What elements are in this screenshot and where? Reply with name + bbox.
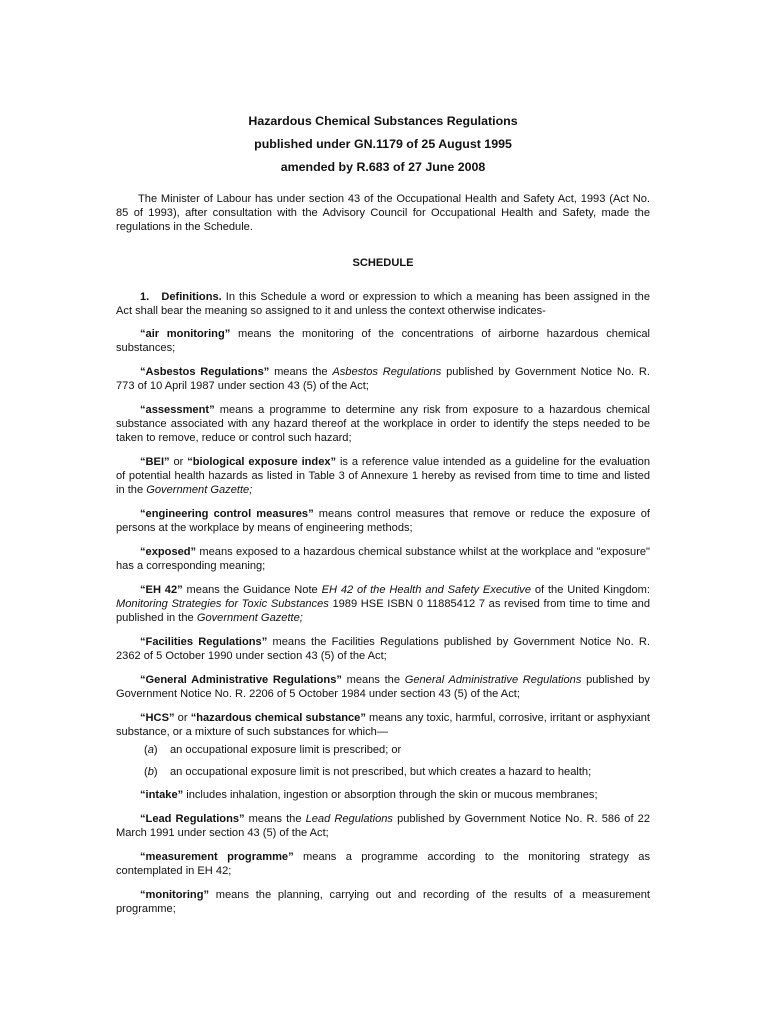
definition-term: “Lead Regulations”	[140, 813, 245, 825]
definition-italic: Monitoring Strategies for Toxic Substances	[116, 598, 329, 610]
definition-term: “engineering control measures”	[140, 508, 314, 520]
definition-text: means control measures that remove or reduce the exposure of persons at the workplace by means of engineering methods;	[116, 508, 650, 534]
list-item-label: (b)	[144, 766, 158, 778]
definition-term: “Facilities Regulations”	[140, 636, 268, 648]
definition-term: “biological exposure index”	[187, 456, 337, 468]
definition-facilities-regulations	[116, 635, 650, 663]
definition-term: “BEI”	[140, 456, 170, 468]
definition-asbestos-regulations	[116, 365, 650, 393]
definition-italic: Government Gazette;	[146, 484, 253, 496]
definition-intake	[116, 788, 650, 802]
definition-italic: General Administrative Regulations	[404, 674, 582, 686]
definition-italic: Lead Regulations	[305, 813, 393, 825]
list-item-text: an occupational exposure limit is not prescribed, but which creates a hazard to health;	[170, 766, 592, 778]
definition-text: is a reference value intended as a guideline for the evaluation of potential health hazards as listed in Table 3 of Annexure 1 hereby as revised from time to time and listed in the	[116, 456, 650, 496]
definition-text: means the Guidance Note	[182, 584, 322, 596]
definition-hcs	[116, 711, 650, 739]
hcs-sublist	[116, 743, 650, 779]
definition-text: means the	[341, 674, 405, 686]
title-line: published under GN.1179 of 25 August 1995	[254, 137, 512, 151]
definition-assessment	[116, 403, 650, 445]
section-text: In this Schedule a word or expression to which a meaning has been assigned in the Act shall bear the meaning so assigned to it and unless the context otherwise indicates-	[116, 291, 650, 317]
definition-term: “General Administrative Regulations”	[140, 674, 342, 686]
definition-text: means the	[244, 813, 306, 825]
definition-text: 1989 HSE ISBN 0 11885412 7 as revised from time to time and published in the	[116, 598, 650, 624]
definition-term: “measurement programme”	[140, 851, 294, 863]
definition-bei	[116, 455, 650, 497]
definition-italic: Asbestos Regulations	[332, 366, 442, 378]
definition-lead-regulations	[116, 812, 650, 840]
definition-text: of the United Kingdom:	[531, 584, 650, 596]
title-line: amended by R.683 of 27 June 2008	[280, 160, 486, 174]
definition-term: “monitoring”	[140, 889, 210, 901]
definition-text: means exposed to a hazardous chemical substance whilst at the workplace and "exposure" has a corresponding meaning;	[116, 546, 650, 572]
definition-term: “HCS”	[140, 712, 175, 724]
definition-text: means a programme to determine any risk from exposure to a hazardous chemical substance associated with any hazard thereof at the workplace in order to identify the steps needed to be taken to remove, reduce or control such hazard;	[116, 404, 650, 444]
definition-term: “hazardous chemical substance”	[190, 712, 366, 724]
list-item-text: an occupational exposure limit is prescribed; or	[170, 744, 402, 756]
section-heading: Definitions.	[161, 291, 222, 303]
definition-term: “exposed”	[140, 546, 197, 558]
document-page	[116, 114, 650, 926]
definition-text: published by Government Notice No. R. 773 of 10 April 1987 under section 43 (5) of the Act;	[116, 366, 650, 392]
list-item-label: (a)	[144, 744, 158, 756]
title-line: Hazardous Chemical Substances Regulations	[248, 114, 518, 128]
definition-measurement-programme	[116, 850, 650, 878]
section-number: 1.	[140, 291, 150, 303]
definition-term: “air monitoring”	[140, 328, 231, 340]
definition-text: means the	[269, 366, 333, 378]
definition-italic: Government Gazette;	[196, 612, 303, 624]
definition-italic: EH 42 of the Health and Safety Executive	[321, 584, 532, 596]
definition-air-monitoring	[116, 327, 650, 355]
definition-exposed	[116, 545, 650, 573]
definition-general-administrative-regulations	[116, 673, 650, 701]
definition-engineering-control-measures	[116, 507, 650, 535]
schedule-heading: SCHEDULE	[352, 257, 414, 269]
definition-text: means the monitoring of the concentrations of airborne hazardous chemical substances;	[116, 328, 651, 354]
list-item	[116, 765, 650, 779]
definition-text: means the planning, carrying out and recording of the results of a measurement programme;	[116, 889, 650, 915]
definition-text: includes inhalation, ingestion or absorption through the skin or mucous membranes;	[183, 789, 598, 801]
document-title	[116, 114, 650, 174]
definition-text: means any toxic, harmful, corrosive, irritant or asphyxiant substance, or a mixture of such substances for which—	[116, 712, 650, 738]
definition-eh42	[116, 583, 650, 625]
definition-monitoring	[116, 888, 650, 916]
list-item	[116, 743, 650, 757]
definition-term: “Asbestos Regulations”	[140, 366, 270, 378]
definition-text: means a programme according to the monitoring strategy as contemplated in EH 42;	[116, 851, 650, 877]
definition-term: “EH 42”	[140, 584, 183, 596]
definition-text: means the Facilities Regulations published by Government Notice No. R. 2362 of 5 October 1990 under section 43 (5) of the Act;	[116, 636, 650, 662]
definition-text: published by Government Notice No. R. 586 of 22 March 1991 under section 43 (5) of the Act;	[116, 813, 650, 839]
intro-paragraph: The Minister of Labour has under section 43 of the Occupational Health and Safety Act, 1993 (Act No. 85 of 1993), after consultation with the Advisory Council for Occupational Health and Safety, made the regulations in the Schedule.	[116, 193, 650, 233]
section-definitions	[116, 290, 650, 318]
definition-connector: or	[169, 456, 188, 468]
definition-connector: or	[174, 712, 191, 724]
definition-term: “intake”	[140, 789, 184, 801]
definition-text: published by Government Notice No. R. 2206 of 5 October 1984 under section 43 (5) of the Act;	[116, 674, 650, 700]
definition-term: “assessment”	[140, 404, 215, 416]
